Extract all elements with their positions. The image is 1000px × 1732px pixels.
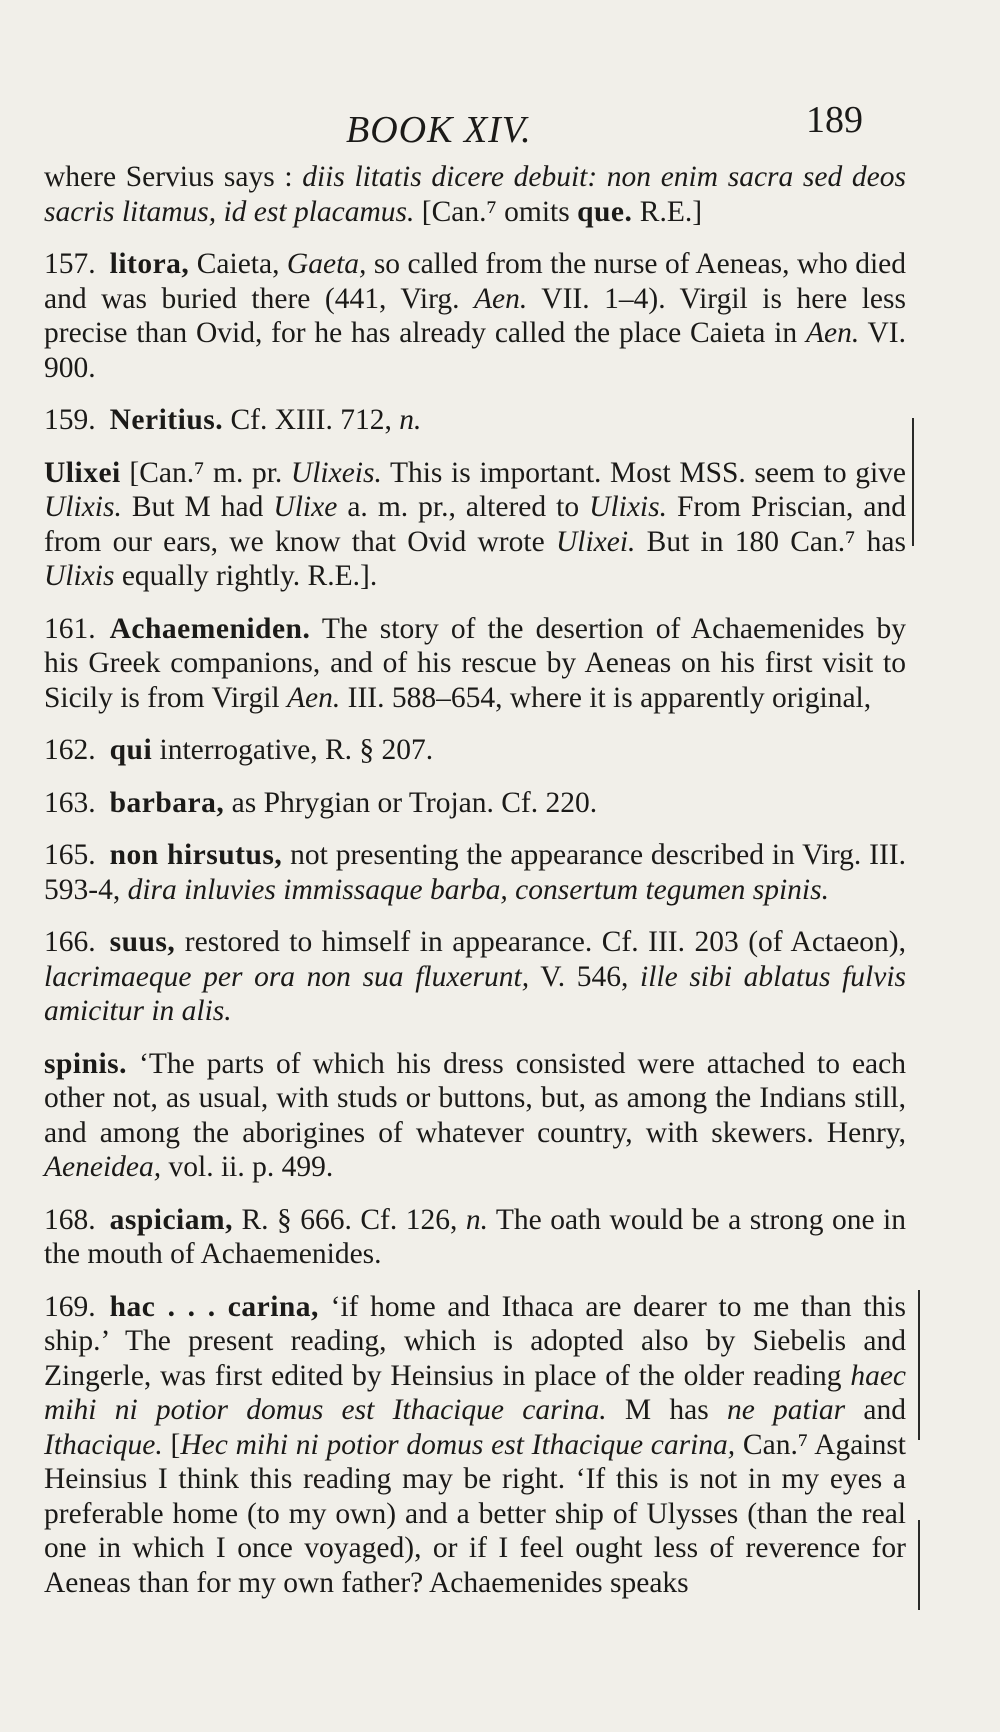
note-text: [Can.⁷ omits (414, 195, 578, 228)
note-text: R.E.] (632, 195, 703, 228)
note-text: interrogative, R. § 207. (152, 734, 434, 766)
note-text: But in 180 Can.⁷ has (635, 525, 907, 558)
italic-text: diis litatis dicere debuit: non enim sacra sed deos sacris litamus, id est placamus. (44, 161, 906, 228)
italic-text: Ulixis. (44, 491, 122, 523)
lemma: suus, (109, 926, 176, 958)
italic-text: Aen. (474, 282, 528, 315)
running-head: BOOK XIV. (346, 109, 532, 151)
italic-text: Ulixeis. (290, 456, 382, 489)
line-number: 166. (44, 926, 96, 958)
note-paragraph (44, 838, 906, 907)
note-paragraph (44, 612, 906, 716)
italic-text: n. (465, 1203, 488, 1236)
line-number: 163. (44, 786, 96, 819)
note-text: ‘if home and Ithaca are dearer to me than this ship.’ The present reading, which is adopted also by Siebelis and Zingerle, was first edited by Heinsius in place of the older reading (44, 1290, 906, 1392)
note-text: not presenting the appearance described in Virg. III. 593-4, (44, 839, 907, 906)
note-text: vol. ii. p. 499. (161, 1151, 334, 1183)
italic-text: Aen. (805, 317, 860, 349)
line-number: 161. (44, 612, 96, 645)
note-text: [Can.⁷ m. pr. (120, 456, 291, 489)
line-number: 165. (44, 839, 96, 871)
line-number: 168. (44, 1203, 96, 1236)
note-paragraph (44, 925, 906, 1029)
note-text: R. § 666. Cf. 126, (232, 1203, 466, 1236)
note-paragraph (44, 1047, 906, 1185)
note-text: The oath would be a strong one in the mouth of Achaemenides. (44, 1203, 906, 1270)
note-text: III. 588–654, where it is apparently original, (340, 681, 872, 714)
lemma: litora, (109, 248, 190, 280)
note-text: where Servius says : (44, 161, 303, 193)
lemma: Achaemeniden. (109, 612, 311, 645)
note-text: This is important. Most MSS. seem to give (381, 456, 906, 489)
italic-text: Ulixis (44, 560, 115, 592)
margin-mark (918, 1520, 920, 1610)
note-text: The story of the desertion of Achaemenides by his Greek companions, and of his rescue by Aeneas on his first visit to Sicily is from Virgil (44, 612, 906, 714)
italic-text: Ithacique. (44, 1428, 163, 1461)
note-text: M has (606, 1394, 727, 1426)
lemma: spinis. (44, 1047, 128, 1080)
note-text: VII. 1–4). Virgil is here less precise than Ovid, for he has already called the place Caieta in (44, 282, 906, 349)
lemma: aspiciam, (109, 1203, 233, 1236)
note-text: Caieta, (189, 248, 287, 280)
note-paragraph (44, 456, 906, 594)
note-text: restored to himself in appearance. Cf. III. 203 (of Actaeon), (175, 926, 906, 958)
italic-text: haec mihi ni potior domus est Ithacique carina. (44, 1359, 906, 1426)
note-text: and (845, 1394, 906, 1426)
note-paragraph (44, 247, 906, 385)
italic-text: Ulixei. (555, 525, 636, 558)
commentary-notes (44, 160, 906, 1618)
note-text: V. 546, (529, 960, 640, 993)
italic-text: Aeneidea, (44, 1151, 162, 1183)
note-paragraph (44, 733, 906, 768)
note-paragraph (44, 403, 906, 438)
italic-text: lacrimaeque per ora non sua fluxerunt, (44, 960, 530, 993)
lemma: Neritius. (109, 404, 224, 436)
lemma: barbara, (109, 786, 225, 819)
note-paragraph (44, 160, 906, 229)
margin-mark (912, 418, 914, 546)
note-text: VI. 900. (44, 317, 906, 384)
italic-text: Ulixis. (589, 491, 667, 523)
lemma: non hirsutus, (109, 839, 283, 871)
note-text: From Priscian, and from our ears, we know that Ovid wrote (44, 491, 906, 558)
note-text: a. m. pr., altered to (337, 491, 590, 523)
note-text: equally rightly. R.E.]. (114, 560, 378, 592)
lemma: hac . . . carina, (109, 1290, 319, 1323)
note-text: so called from the nurse of Aeneas, who died and was buried there (441, Virg. (44, 248, 906, 315)
note-text: [ (162, 1428, 181, 1461)
note-text: Cf. XIII. 712, (223, 404, 400, 436)
margin-mark (918, 1290, 920, 1440)
page-number: 189 (806, 99, 863, 141)
line-number: 162. (44, 734, 96, 766)
note-paragraph (44, 786, 906, 821)
line-number: 159. (44, 404, 96, 436)
italic-text: Hec mihi ni potior domus est Ithacique carina, (180, 1428, 736, 1461)
italic-text: Ulixe (273, 491, 338, 523)
lemma: Ulixei (44, 456, 121, 489)
lemma: que. (577, 195, 633, 228)
note-text: Can.⁷ Against Heinsius I think this reading may be right. ‘If this is not in my eyes a preferable home (to my own) and a better ship of Ulysses (than the real one in which I once voyaged), or if I feel ought less of reverence for Aeneas than for my own father? Achaemenides speaks (44, 1428, 906, 1599)
italic-text: ille sibi ablatus fulvis amicitur in alis. (44, 960, 907, 1027)
italic-text: Gaeta, (286, 248, 367, 280)
note-text: ‘The parts of which his dress consisted were attached to each other not, as usual, with studs or buttons, but, as among the Indians still, and among the aborigines of whatever country, with skewers. Henry, (44, 1047, 906, 1149)
italic-text: dira inluvies immissaque barba, consertum tegumen spinis. (127, 873, 829, 906)
note-paragraph (44, 1203, 906, 1272)
note-text: as Phrygian or Trojan. Cf. 220. (224, 786, 598, 819)
line-number: 157. (44, 248, 96, 280)
italic-text: ne patiar (726, 1394, 846, 1426)
line-number: 169. (44, 1290, 96, 1323)
note-paragraph (44, 1290, 906, 1601)
italic-text: n. (399, 404, 422, 436)
italic-text: Aen. (287, 681, 341, 714)
note-text: But M had (121, 491, 274, 523)
lemma: qui (109, 734, 153, 766)
